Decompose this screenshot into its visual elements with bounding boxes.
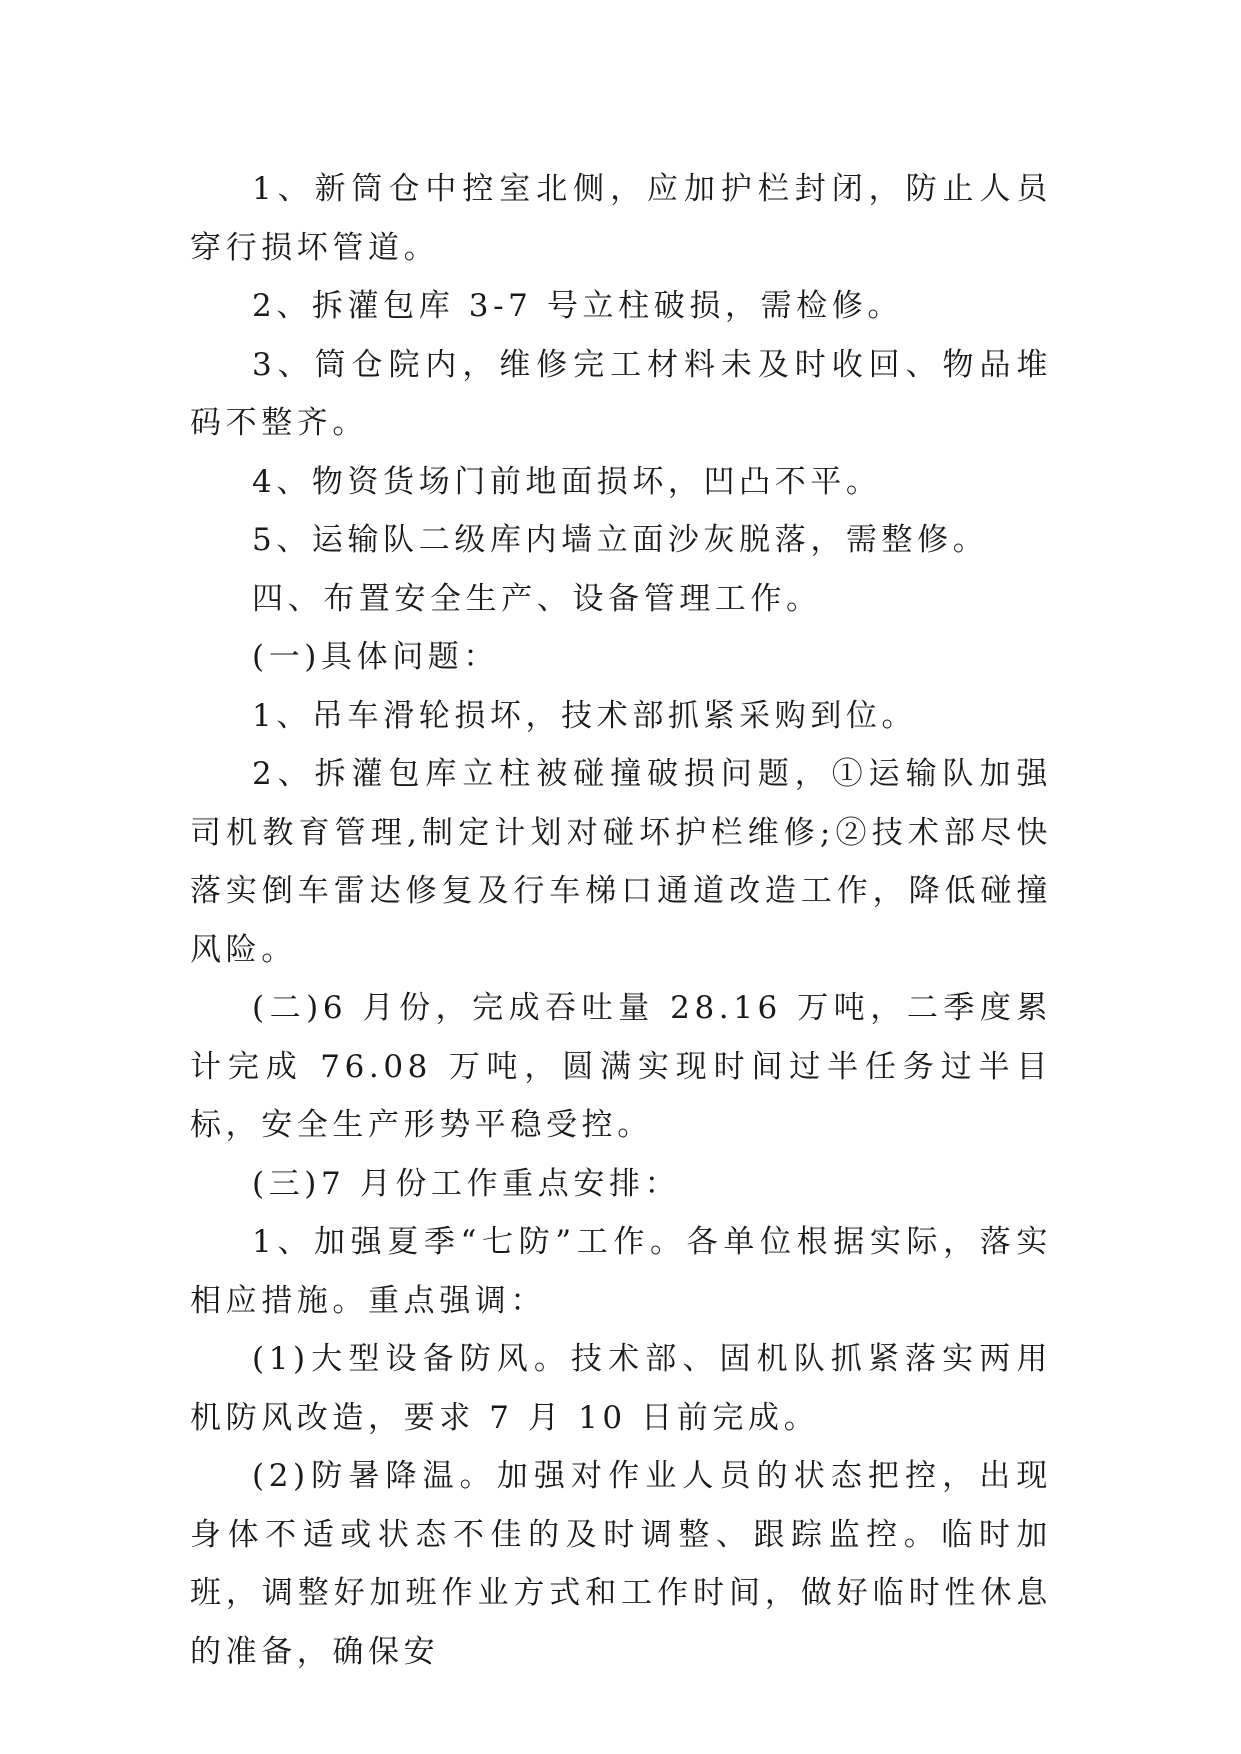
paragraph-item-1: 1、新筒仓中控室北侧，应加护栏封闭，防止人员穿行损坏管道。 [190,171,1052,266]
section-heading-four: 四、布置安全生产、设备管理工作。 [252,580,822,617]
paragraph-item-4: 4、物资货场门前地面损坏，凹凸不平。 [252,463,882,500]
document-body [190,160,1052,1681]
plan-subitem-1: (1)大型设备防风。技术部、固机队抓紧落实两用机防风改造，要求 7 月 10 日前完成。 [190,1341,1052,1436]
subsection-heading-one: (一)具体问题： [252,639,499,675]
subsection-heading-three: (三)7 月份工作重点安排： [252,1165,681,1202]
issue-item-2: 2、拆灌包库立柱被碰撞破损问题，①运输队加强司机教育管理,制定计划对碰坏护栏维修;②技术部尽快落实倒车雷达修复及行车梯口通道改造工作，降低碰撞风险。 [190,756,1052,968]
paragraph-item-2: 2、拆灌包库 3-7 号立柱破损，需检修。 [252,288,903,324]
plan-item-1: 1、加强夏季“七防”工作。各单位根据实际，落实相应措施。重点强调： [190,1224,1052,1319]
paragraph-item-3: 3、筒仓院内，维修完工材料未及时收回、物品堆码不整齐。 [190,346,1052,441]
plan-subitem-2: (2)防暑降温。加强对作业人员的状态把控，出现身体不适或状态不佳的及时调整、跟踪监控。临时加班，调整好加班作业方式和工作时间，做好临时性休息的准备，确保安 [190,1458,1052,1670]
paragraph-item-5: 5、运输队二级库内墙立面沙灰脱落，需整修。 [252,522,989,558]
issue-item-1: 1、吊车滑轮损坏，技术部抓紧采购到位。 [252,697,918,734]
subsection-two-summary: (二)6 月份，完成吞吐量 28.16 万吨，二季度累计完成 76.08 万吨，圆满实现时间过半任务过半目标，安全生产形势平稳受控。 [190,990,1052,1143]
